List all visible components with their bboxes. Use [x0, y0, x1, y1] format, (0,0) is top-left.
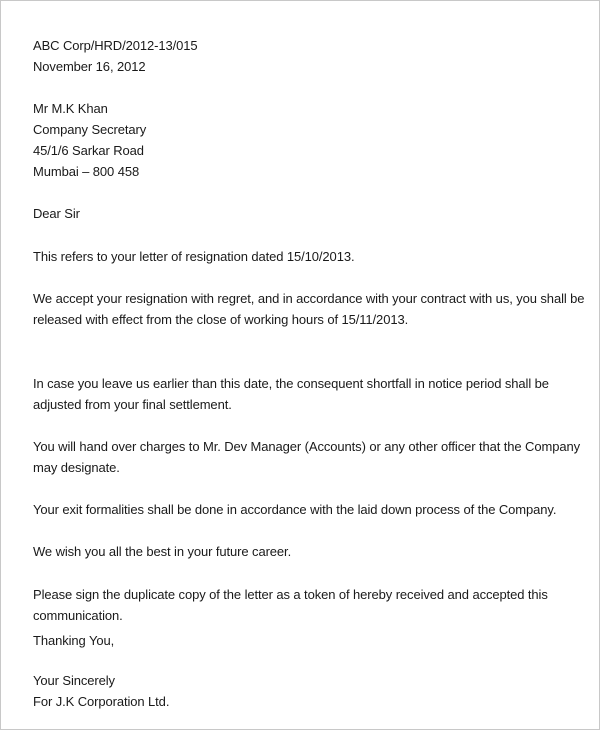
- closing: Thanking You,: [33, 633, 115, 648]
- paragraph-line: This refers to your letter of resignation dated 15/10/2013.: [33, 249, 355, 264]
- paragraph-line: communication.: [33, 608, 123, 623]
- reference-number: ABC Corp/HRD/2012-13/015: [33, 38, 198, 53]
- salutation: Dear Sir: [33, 206, 80, 221]
- paragraph-line: Your exit formalities shall be done in accordance with the laid down process of the Company.: [33, 502, 557, 517]
- paragraph-line: Please sign the duplicate copy of the letter as a token of hereby received and accepted this: [33, 587, 548, 602]
- recipient-title: Company Secretary: [33, 122, 147, 137]
- paragraph-line: released with effect from the close of working hours of 15/11/2013.: [33, 312, 409, 327]
- signoff: Your Sincerely: [33, 673, 115, 688]
- paragraph-line: You will hand over charges to Mr. Dev Manager (Accounts) or any other officer that the Company: [33, 439, 580, 454]
- company-name: For J.K Corporation Ltd.: [33, 694, 170, 709]
- paragraph-line: adjusted from your final settlement.: [33, 397, 232, 412]
- paragraph-line: We accept your resignation with regret, and in accordance with your contract with us, you shall be: [33, 291, 585, 306]
- recipient-address-line2: Mumbai – 800 458: [33, 164, 140, 179]
- letter-date: November 16, 2012: [33, 59, 146, 74]
- recipient-name: Mr M.K Khan: [33, 101, 108, 116]
- paragraph-line: may designate.: [33, 460, 120, 475]
- paragraph-line: We wish you all the best in your future career.: [33, 544, 292, 559]
- recipient-address-line1: 45/1/6 Sarkar Road: [33, 143, 144, 158]
- paragraph-line: In case you leave us earlier than this date, the consequent shortfall in notice period shall be: [33, 376, 549, 391]
